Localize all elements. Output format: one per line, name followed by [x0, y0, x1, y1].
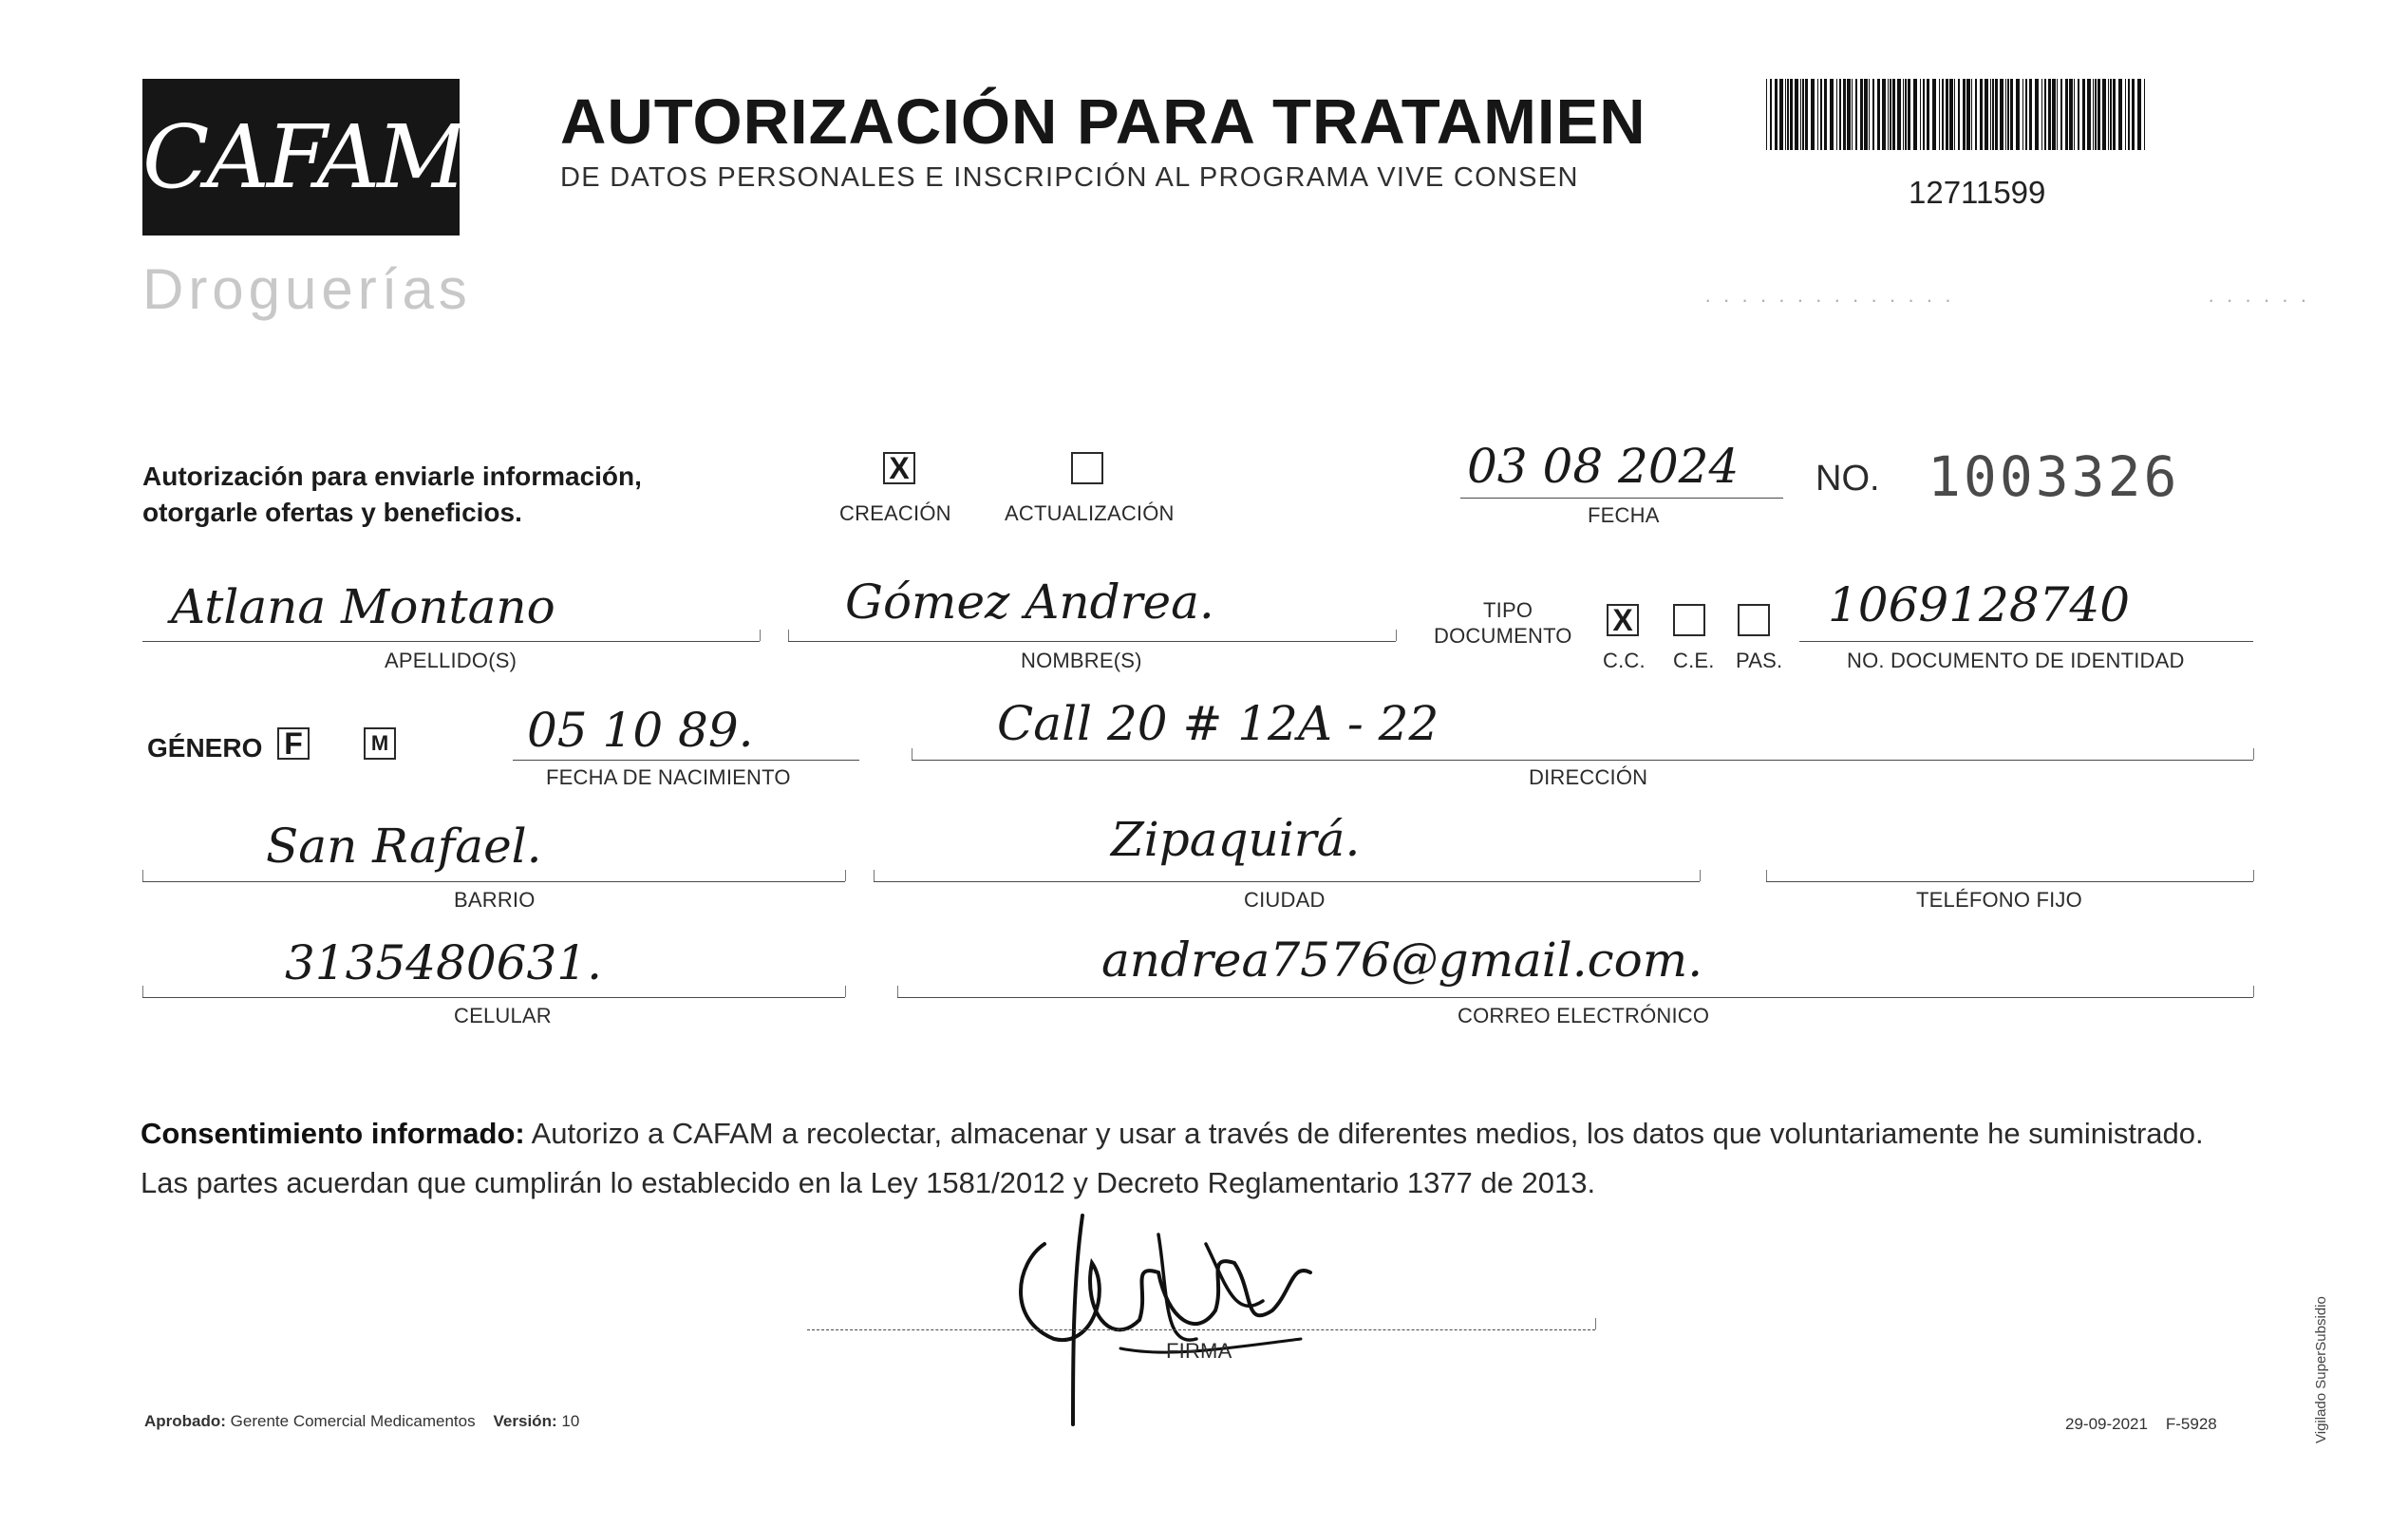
barcode-bar: [1939, 79, 1940, 150]
intro-text: [142, 459, 642, 531]
ce-label: C.E.: [1673, 649, 1715, 672]
barcode-bar: [1892, 79, 1895, 150]
fecha-value: 03 08 2024: [1467, 439, 1740, 494]
genero-label: GÉNERO: [147, 733, 263, 763]
barcode-bar: [1923, 79, 1925, 150]
barcode-bar: [2132, 79, 2135, 150]
tipo-documento-label-2: DOCUMENTO: [1434, 624, 1572, 648]
barcode-bar: [1903, 79, 1904, 150]
barcode-bar: [2025, 79, 2027, 150]
pas-checkbox[interactable]: [1738, 604, 1770, 636]
field-tick: [142, 986, 143, 997]
fecha-nacimiento-line: [513, 760, 859, 761]
barcode-bar: [1872, 79, 1874, 150]
barcode-bar: [1942, 79, 1944, 150]
barcode-bar: [1949, 79, 1953, 150]
dotted-line: · · · · · ·: [2208, 288, 2310, 311]
barcode-bar: [2060, 79, 2062, 150]
field-tick: [2253, 870, 2254, 881]
form-code: F-5928: [2165, 1415, 2217, 1433]
barcode-bar: [1869, 79, 1870, 150]
correo-value: andrea7576@gmail.com.: [1101, 933, 1703, 988]
barcode-bar: [1770, 79, 1772, 150]
fecha-line: [1460, 498, 1783, 499]
barcode-bar: [2087, 79, 2091, 150]
barcode-bar: [1963, 79, 1966, 150]
creacion-label: CREACIÓN: [839, 501, 951, 525]
footer-right: [2065, 1415, 2217, 1434]
field-tick: [845, 986, 846, 997]
barcode-bar: [2005, 79, 2006, 150]
consent-line-1: [141, 1109, 2277, 1159]
celular-label: CELULAR: [454, 1004, 552, 1027]
apellidos-label: APELLIDO(S): [385, 649, 517, 672]
direccion-line: [912, 760, 2253, 761]
barcode-bar: [1779, 79, 1783, 150]
footer-left: [144, 1412, 579, 1431]
celular-value: 3135480631.: [285, 935, 603, 990]
barcode-bar: [1992, 79, 1994, 150]
barcode-bar: [2029, 79, 2032, 150]
barcode-bar: [1766, 79, 1767, 150]
barcode-bar: [1802, 79, 1804, 150]
barcode-bar: [2022, 79, 2023, 150]
telefono-label: TELÉFONO FIJO: [1916, 888, 2082, 912]
consent-paragraph: [141, 1109, 2277, 1208]
consent-heading: Consentimiento informado:: [141, 1117, 525, 1150]
direccion-label: DIRECCIÓN: [1529, 765, 1648, 789]
barcode-bar: [1817, 79, 1818, 150]
celular-line: [142, 997, 845, 998]
documento-label: NO. DOCUMENTO DE IDENTIDAD: [1847, 649, 2185, 672]
barrio-line: [142, 881, 845, 882]
cc-label: C.C.: [1603, 649, 1646, 672]
barcode-bar: [1908, 79, 1910, 150]
barcode-bar: [1971, 79, 1972, 150]
folio-number: 1003326: [1928, 444, 2180, 509]
barcode-bar: [1980, 79, 1983, 150]
barcode-bar: [1785, 79, 1786, 150]
barcode-bar: [2074, 79, 2075, 150]
barcode-bar: [1897, 79, 1901, 150]
barcode-bar: [2035, 79, 2039, 150]
barcode-bar: [1787, 79, 1789, 150]
apellidos-line: [142, 641, 760, 642]
pas-label: PAS.: [1736, 649, 1783, 672]
barcode-bar: [1805, 79, 1808, 150]
barcode-bar: [1790, 79, 1793, 150]
fecha-nacimiento-value: 05 10 89.: [527, 703, 754, 758]
intro-line-2: otorgarle ofertas y beneficios.: [142, 498, 522, 527]
barcode-bar: [1882, 79, 1886, 150]
field-tick: [788, 630, 789, 641]
field-tick: [874, 870, 875, 881]
field-tick: [2253, 748, 2254, 760]
barcode-bar: [2065, 79, 2068, 150]
barcode-number: 12711599: [1909, 175, 2046, 210]
barcode-bar: [2125, 79, 2126, 150]
nombres-value: Gómez Andrea.: [845, 575, 1214, 630]
form-subtitle: DE DATOS PERSONALES E INSCRIPCIÓN AL PROGRAMA VIVE CONSEN: [560, 162, 1579, 193]
barcode-bar: [1890, 79, 1891, 150]
barcode-bar: [1855, 79, 1857, 150]
form-title: AUTORIZACIÓN PARA TRATAMIEN: [560, 86, 1646, 158]
barcode-bar: [2102, 79, 2106, 150]
barcode-bar: [1860, 79, 1863, 150]
barcode-bar: [2078, 79, 2079, 150]
fecha-label: FECHA: [1588, 503, 1660, 527]
aprobado-label: Aprobado:: [144, 1412, 226, 1430]
barcode-bar: [2108, 79, 2109, 150]
version-label: Versión:: [493, 1412, 557, 1430]
ciudad-line: [874, 881, 1700, 882]
documento-value: 1069128740: [1828, 577, 2131, 632]
firma-line: [807, 1329, 1595, 1330]
creacion-checkbox[interactable]: X: [883, 452, 915, 484]
field-tick: [897, 986, 898, 997]
barcode-bar: [2113, 79, 2116, 150]
footer-date: 29-09-2021: [2065, 1415, 2148, 1433]
barrio-value: San Rafael.: [266, 819, 542, 874]
firma-label: FIRMA: [1166, 1339, 1232, 1363]
consent-line-2: Las partes acuerdan que cumplirán lo establecido en la Ley 1581/2012 y Decreto Reglamentario 1377 de 2013.: [141, 1166, 1596, 1199]
barcode-bar: [2069, 79, 2073, 150]
field-tick: [1766, 870, 1767, 881]
barcode-bar: [2137, 79, 2141, 150]
barcode-bar: [2082, 79, 2085, 150]
barcode-bar: [1888, 79, 1889, 150]
barcode-bar: [1958, 79, 1960, 150]
barcode-bar: [1824, 79, 1827, 150]
correo-line: [897, 997, 2253, 998]
barcode-bar: [2093, 79, 2094, 150]
cafam-logo: CAFAM: [142, 106, 464, 208]
ciudad-value: Zipaquirá.: [1111, 812, 1361, 867]
fecha-nacimiento-label: FECHA DE NACIMIENTO: [546, 765, 791, 789]
barcode-bar: [2048, 79, 2051, 150]
nombres-line: [788, 641, 1396, 642]
tipo-documento-label-1: TIPO: [1483, 598, 1533, 622]
nombres-label: NOMBRE(S): [1021, 649, 1142, 672]
barcode-bar: [2041, 79, 2042, 150]
barcode-bar: [1811, 79, 1815, 150]
documento-line: [1799, 641, 2253, 642]
barcode-bar: [1836, 79, 1837, 150]
barcode-bar: [1966, 79, 1970, 150]
barcode-bar: [1905, 79, 1907, 150]
barcode-bar: [2052, 79, 2056, 150]
field-tick: [1396, 630, 1397, 641]
genero-f-checkbox[interactable]: F: [277, 727, 310, 760]
direccion-value: Call 20 # 12A - 22: [997, 696, 1439, 751]
field-tick: [1595, 1318, 1596, 1329]
field-tick: [760, 630, 761, 641]
barcode-bar: [1985, 79, 1988, 150]
ciudad-label: CIUDAD: [1244, 888, 1326, 912]
barcode-bar: [1830, 79, 1834, 150]
barcode-graphic: [1766, 79, 2151, 150]
barcode-bar: [2118, 79, 2122, 150]
barcode-bar: [1839, 79, 1841, 150]
barcode-bar: [1946, 79, 1948, 150]
field-tick: [845, 870, 846, 881]
aprobado-value: Gerente Comercial Medicamentos: [230, 1412, 476, 1430]
genero-m-checkbox[interactable]: M: [364, 727, 396, 760]
barcode-bar: [1847, 79, 1851, 150]
barcode-bar: [1995, 79, 1998, 150]
signature-image: [978, 1206, 1358, 1434]
field-tick: [2253, 986, 2254, 997]
intro-line-1: Autorización para enviarle información,: [142, 462, 642, 491]
correo-label: CORREO ELECTRÓNICO: [1458, 1004, 1710, 1027]
barrio-label: BARRIO: [454, 888, 536, 912]
barcode-bar: [1932, 79, 1936, 150]
side-vertical-text: [2313, 1225, 2336, 1443]
barcode-bar: [2098, 79, 2100, 150]
cc-checkbox[interactable]: X: [1607, 604, 1639, 636]
barcode-bar: [1864, 79, 1868, 150]
telefono-line: [1766, 881, 2253, 882]
logo-subtext: Droguerías: [142, 257, 472, 321]
barcode-bar: [1913, 79, 1917, 150]
field-tick: [142, 870, 143, 881]
barcode-bar: [1843, 79, 1846, 150]
barcode-bar: [2007, 79, 2009, 150]
barcode-bar: [2110, 79, 2112, 150]
barcode-bar: [1975, 79, 1977, 150]
consent-text-1: Autorizo a CAFAM a recolectar, almacenar y usar a través de diferentes medios, los datos que voluntariamente he suministrado.: [524, 1117, 2204, 1150]
barcode-bar: [1852, 79, 1853, 150]
barcode-bar: [2010, 79, 2013, 150]
barcode-bar: [2057, 79, 2058, 150]
barcode-bar: [1920, 79, 1921, 150]
barcode-bar: [1800, 79, 1801, 150]
actualizacion-checkbox[interactable]: [1071, 452, 1103, 484]
barcode-bar: [1775, 79, 1778, 150]
version-value: 10: [561, 1412, 580, 1430]
field-tick: [1700, 870, 1701, 881]
barcode-bar: [2016, 79, 2020, 150]
barcode-bar: [2144, 79, 2145, 150]
barcode-bar: [1795, 79, 1798, 150]
barcode-bar: [1877, 79, 1880, 150]
barcode-bar: [1820, 79, 1822, 150]
ce-checkbox[interactable]: [1673, 604, 1705, 636]
barcode-bar: [1927, 79, 1929, 150]
folio-label: NO.: [1815, 459, 1880, 499]
actualizacion-label: ACTUALIZACIÓN: [1005, 501, 1175, 525]
barcode-bar: [1990, 79, 1991, 150]
barcode-bar: [2044, 79, 2046, 150]
barcode-bar: [2000, 79, 2004, 150]
apellidos-value: Atlana Montano: [171, 579, 555, 634]
barcode-bar: [1954, 79, 1955, 150]
barcode-bar: [2095, 79, 2097, 150]
vigilado-text: Vigilado SuperSubsidio: [2313, 1296, 2329, 1443]
barcode-bar: [2128, 79, 2130, 150]
dotted-line: · · · · · · · · · · · · · ·: [1704, 288, 1955, 311]
